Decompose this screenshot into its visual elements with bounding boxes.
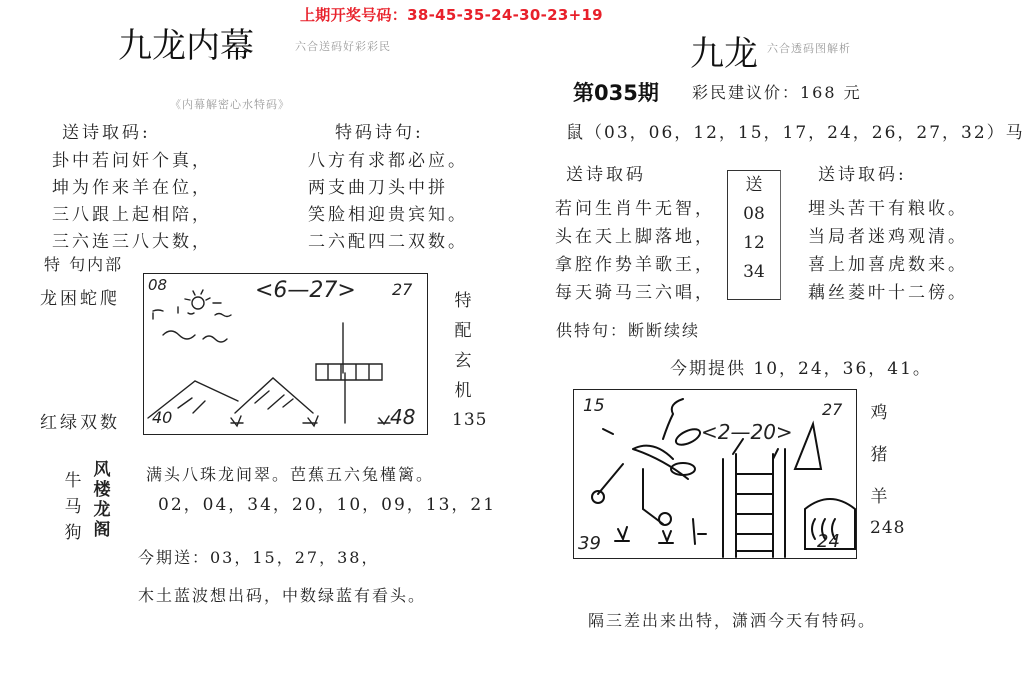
right-poem2-line: 当局者迷鸡观清。 xyxy=(808,227,968,247)
drawing-range: <6—27> xyxy=(255,278,356,303)
special-poem-line: 两支曲刀头中拼 xyxy=(308,178,448,198)
ladder-sketch-icon xyxy=(573,389,855,557)
right-poem-heading: 送诗取码 xyxy=(566,165,646,185)
drawing-top-left-number: 15 xyxy=(583,396,605,416)
zodiac-numbers-line: 鼠（03，06，12，15，17，24，26，27，32）马 xyxy=(566,123,1025,143)
left-subtitle: 《内幕解密心水特码》 xyxy=(170,98,290,111)
special-poem-line: 二六配四二双数。 xyxy=(308,232,468,252)
left-poem-heading: 送诗取码: xyxy=(62,123,151,143)
left-footer-verse: 木土蓝波想出码，中数绿蓝有看头。 xyxy=(138,586,427,605)
side-label-red-green: 红绿双数 xyxy=(40,413,120,433)
drawing-bottom-left-number: 39 xyxy=(578,533,601,554)
zodiac-char: 鸡 xyxy=(870,403,888,423)
send-label: 送 xyxy=(745,175,763,195)
send-number: 08 xyxy=(743,204,765,224)
special-label: 特 句内部 xyxy=(44,255,124,274)
drawing-top-right-number: 27 xyxy=(822,400,843,419)
right-footer-verse: 隔三差出来出特，潇洒今天有特码。 xyxy=(588,611,877,630)
zodiac-char: 牛 xyxy=(64,471,82,491)
right-poem2-line: 喜上加喜虎数来。 xyxy=(808,255,968,275)
send-number: 34 xyxy=(743,262,765,282)
building-vertical xyxy=(91,460,113,540)
drawing-top-left-number: 08 xyxy=(148,276,168,294)
special-phrase: 供特句：断断续续 xyxy=(556,321,701,340)
drawing-top-right-number: 27 xyxy=(392,280,413,299)
right-poem2-line: 藕丝菱叶十二傍。 xyxy=(808,283,968,303)
left-poem-line: 三八跟上起相陪， xyxy=(52,205,212,225)
left-poem-line: 三六连三八大数， xyxy=(52,232,212,252)
building-char: 楼 xyxy=(93,480,111,500)
drawing-bottom-left-number: 40 xyxy=(152,408,173,427)
right-poem-line: 拿腔作势羊歌王， xyxy=(555,255,715,275)
suggested-price: 彩民建议价：168 元 xyxy=(692,83,862,102)
left-title-subtitle: 六合送码好彩彩民 xyxy=(295,40,391,53)
zodiac-char: 狗 xyxy=(64,523,82,543)
building-char: 龙 xyxy=(93,500,111,520)
right-zodiac-vertical xyxy=(868,392,890,518)
special-poem-line: 笑脸相迎贵宾知。 xyxy=(308,205,468,225)
left-poem-line: 卦中若问奸个真， xyxy=(52,151,212,171)
right-poem-line: 头在天上脚落地， xyxy=(555,227,715,247)
issue-number: 第035期 xyxy=(573,81,659,105)
mountain-sketch-icon xyxy=(143,273,426,433)
drawing-bottom-right-number: 24 xyxy=(817,531,840,552)
right-side-number: 248 xyxy=(870,518,906,538)
right-title-subtitle: 六合透码图解析 xyxy=(767,42,851,55)
special-poem-line: 八方有求都必应。 xyxy=(308,151,468,171)
right-poem2-line: 埋头苦干有粮收。 xyxy=(808,199,968,219)
vertical-char: 配 xyxy=(454,321,472,341)
vertical-char: 玄 xyxy=(454,351,472,371)
special-pairing-vertical xyxy=(452,286,474,406)
side-label-dragon: 龙困蛇爬 xyxy=(40,289,120,309)
right-poem-line: 若问生肖牛无智， xyxy=(555,199,715,219)
send-numbers-box xyxy=(727,170,781,300)
left-title: 九龙内幕 xyxy=(118,26,254,66)
send-number: 12 xyxy=(743,233,765,253)
left-verse: 满头八珠龙间翠。芭蕉五六兔槿篱。 xyxy=(146,465,435,484)
zodiac-vertical xyxy=(62,468,84,546)
left-side-number: 135 xyxy=(452,410,488,430)
zodiac-char: 猪 xyxy=(870,445,888,465)
today-send: 今期送：03，15，27，38， xyxy=(138,548,380,567)
drawing-bottom-right-number: 48 xyxy=(390,405,416,429)
zodiac-char: 马 xyxy=(64,497,82,517)
left-poem-line: 坤为作来羊在位， xyxy=(52,178,212,198)
provide-line: 今期提供 10，24，36，41。 xyxy=(670,359,932,379)
right-poem-line: 每天骑马三六唱， xyxy=(555,283,715,303)
vertical-char: 特 xyxy=(454,291,472,311)
vertical-char: 机 xyxy=(454,381,472,401)
building-char: 阁 xyxy=(93,520,111,540)
left-numbers: 02，04，34，20，10，09，13，21 xyxy=(158,495,497,515)
zodiac-char: 羊 xyxy=(870,487,888,507)
right-title: 九龙 xyxy=(690,34,758,74)
special-poem-heading: 特码诗句: xyxy=(335,123,424,143)
building-char: 风 xyxy=(93,460,111,480)
last-draw-banner: 上期开奖号码：38-45-35-24-30-23+19 xyxy=(300,6,603,24)
right-poem2-heading: 送诗取码: xyxy=(818,165,907,185)
drawing-range: <2—20> xyxy=(701,420,793,444)
